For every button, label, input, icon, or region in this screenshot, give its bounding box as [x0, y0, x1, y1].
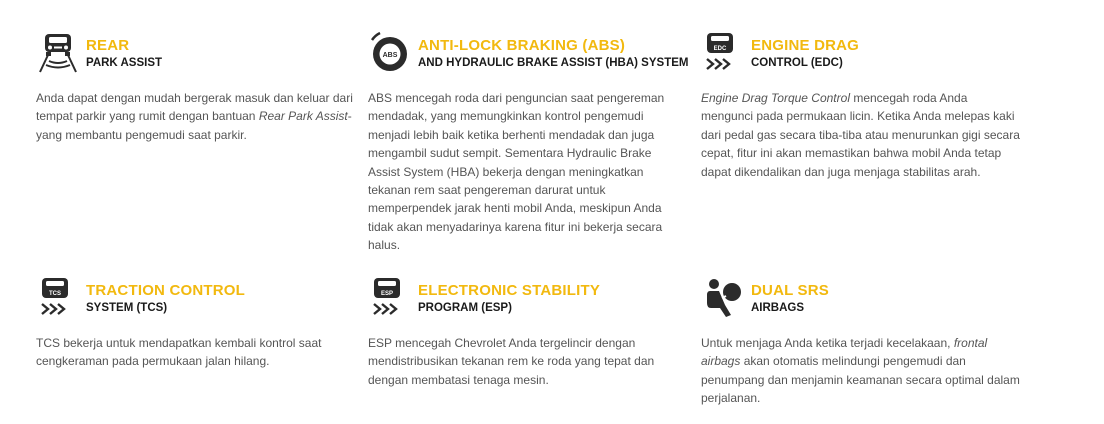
feature-subtitle: PARK ASSIST	[86, 57, 163, 69]
feature-header	[36, 30, 356, 74]
feature-electronic-stability	[368, 275, 678, 389]
feature-subtitle: PROGRAM (ESP)	[418, 302, 512, 314]
feature-traction-control	[36, 275, 356, 371]
svg-text:EDC: EDC	[713, 46, 727, 52]
feature-title: REAR	[86, 37, 130, 54]
feature-description: TCS bekerja untuk mendapatkan kembali kontrol saat cengkeraman pada permukaan jalan hilang.	[36, 336, 322, 369]
feature-header	[368, 275, 678, 319]
feature-title: ELECTRONIC STABILITY	[418, 282, 601, 299]
feature-subtitle: AIRBAGS	[751, 302, 805, 314]
engine-drag-control-icon	[701, 30, 745, 74]
feature-title: TRACTION CONTROL	[86, 282, 246, 299]
feature-header	[36, 275, 356, 319]
abs-brake-icon	[368, 30, 412, 74]
traction-control-icon	[36, 275, 80, 319]
feature-rear-park-assist	[36, 30, 356, 144]
feature-header	[368, 30, 689, 74]
feature-title: ANTI-LOCK BRAKING (ABS)	[418, 37, 626, 54]
electronic-stability-icon	[368, 275, 412, 319]
feature-description: ESP mencegah Chevrolet Anda tergelincir dengan mendistribusikan tekanan rem ke roda yang tepat dan dengan membatasi tenaga mesin.	[368, 336, 655, 387]
feature-abs	[368, 30, 689, 255]
feature-subtitle: CONTROL (EDC)	[751, 57, 843, 69]
feature-header	[701, 30, 1021, 74]
feature-description: ABS mencegah roda dari penguncian saat pengereman mendadak, yang memungkinkan kontrol pengemudi menjadi lebih baik ketika berhenti mendadak dan juga mengambil sudut sempit. Sementara Hydraulic Brake Assist System (HBA) bekerja dengan meningkatkan tekanan rem saat pengereman darurat untuk memperpendek jarak henti mobil Anda, meskipun Anda tidak akan menyadarinya karena fitur ini bekerja secara halus.	[368, 91, 665, 253]
feature-dual-srs-airbags	[701, 275, 1021, 408]
feature-description: Engine Drag Torque Control mencegah roda Anda mengunci pada permukaan licin. Ketika Anda melepas kaki dari pedal gas secara tiba-tiba atau menurunkan gigi secara cepat, fitur ini akan memastikan bahwa mobil Anda tetap dapat dikendalikan dan juga menjaga stabilitas arah.	[701, 91, 1020, 179]
rear-park-assist-icon	[36, 30, 80, 74]
feature-engine-drag-control	[701, 30, 1021, 181]
feature-title: ENGINE DRAG	[751, 37, 860, 54]
feature-header	[701, 275, 1021, 319]
svg-text:TCS: TCS	[49, 291, 61, 297]
feature-subtitle: SYSTEM (TCS)	[86, 302, 168, 314]
feature-title: DUAL SRS	[751, 282, 829, 299]
feature-description: Anda dapat dengan mudah bergerak masuk dan keluar dari tempat parkir yang rumit dengan bantuan Rear Park Assist-yang membantu pengemudi saat parkir.	[36, 91, 353, 142]
svg-text:ABS: ABS	[382, 52, 398, 59]
svg-text:ESP: ESP	[380, 291, 394, 297]
feature-subtitle: AND HYDRAULIC BRAKE ASSIST (HBA) SYSTEM	[418, 57, 689, 69]
airbag-icon	[701, 275, 745, 319]
feature-description: Untuk menjaga Anda ketika terjadi kecelakaan, frontal airbags akan otomatis melindungi pengemudi dan penumpang dan menjamin keamanan secara optimal dalam perjalanan.	[701, 336, 1020, 406]
